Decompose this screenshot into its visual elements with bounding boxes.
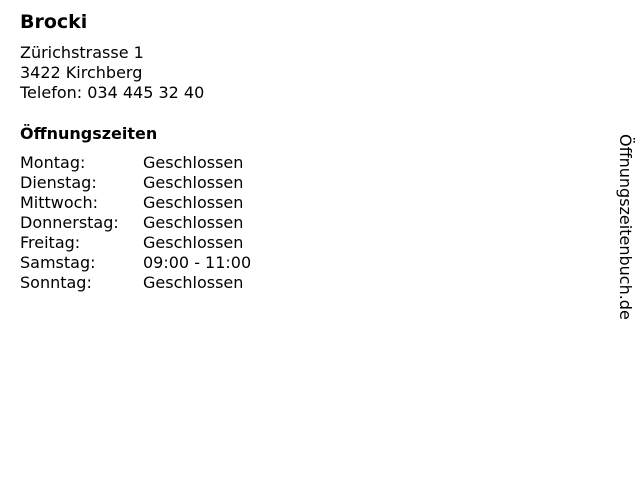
hours-value: Geschlossen [143, 173, 244, 192]
hours-row-saturday [20, 253, 251, 273]
hours-value: Geschlossen [143, 213, 244, 232]
site-watermark: Öffnungszeitenbuch.de [616, 134, 635, 320]
hours-row-monday [20, 153, 251, 173]
city-postal-code: 3422 Kirchberg [20, 63, 143, 82]
day-label: Donnerstag: [20, 213, 119, 232]
hours-row-wednesday [20, 193, 251, 213]
address-block [20, 43, 204, 103]
day-label: Sonntag: [20, 273, 92, 292]
day-label: Dienstag: [20, 173, 97, 192]
phone-number: Telefon: 034 445 32 40 [20, 83, 205, 102]
day-label: Montag: [20, 153, 86, 172]
hours-value: Geschlossen [143, 233, 244, 252]
hours-row-friday [20, 233, 251, 253]
day-label: Mittwoch: [20, 193, 98, 212]
day-label: Freitag: [20, 233, 81, 252]
hours-value: Geschlossen [143, 273, 244, 292]
hours-row-tuesday [20, 173, 251, 193]
opening-hours-heading: Öffnungszeiten [20, 124, 158, 143]
hours-row-sunday [20, 273, 251, 293]
day-label: Samstag: [20, 253, 96, 272]
hours-value: Geschlossen [143, 153, 244, 172]
business-name: Brocki [20, 11, 88, 33]
hours-row-thursday [20, 213, 251, 233]
hours-value: Geschlossen [143, 193, 244, 212]
street-address: Zürichstrasse 1 [20, 43, 144, 62]
hours-value: 09:00 - 11:00 [143, 253, 252, 272]
opening-hours-table [20, 153, 251, 293]
